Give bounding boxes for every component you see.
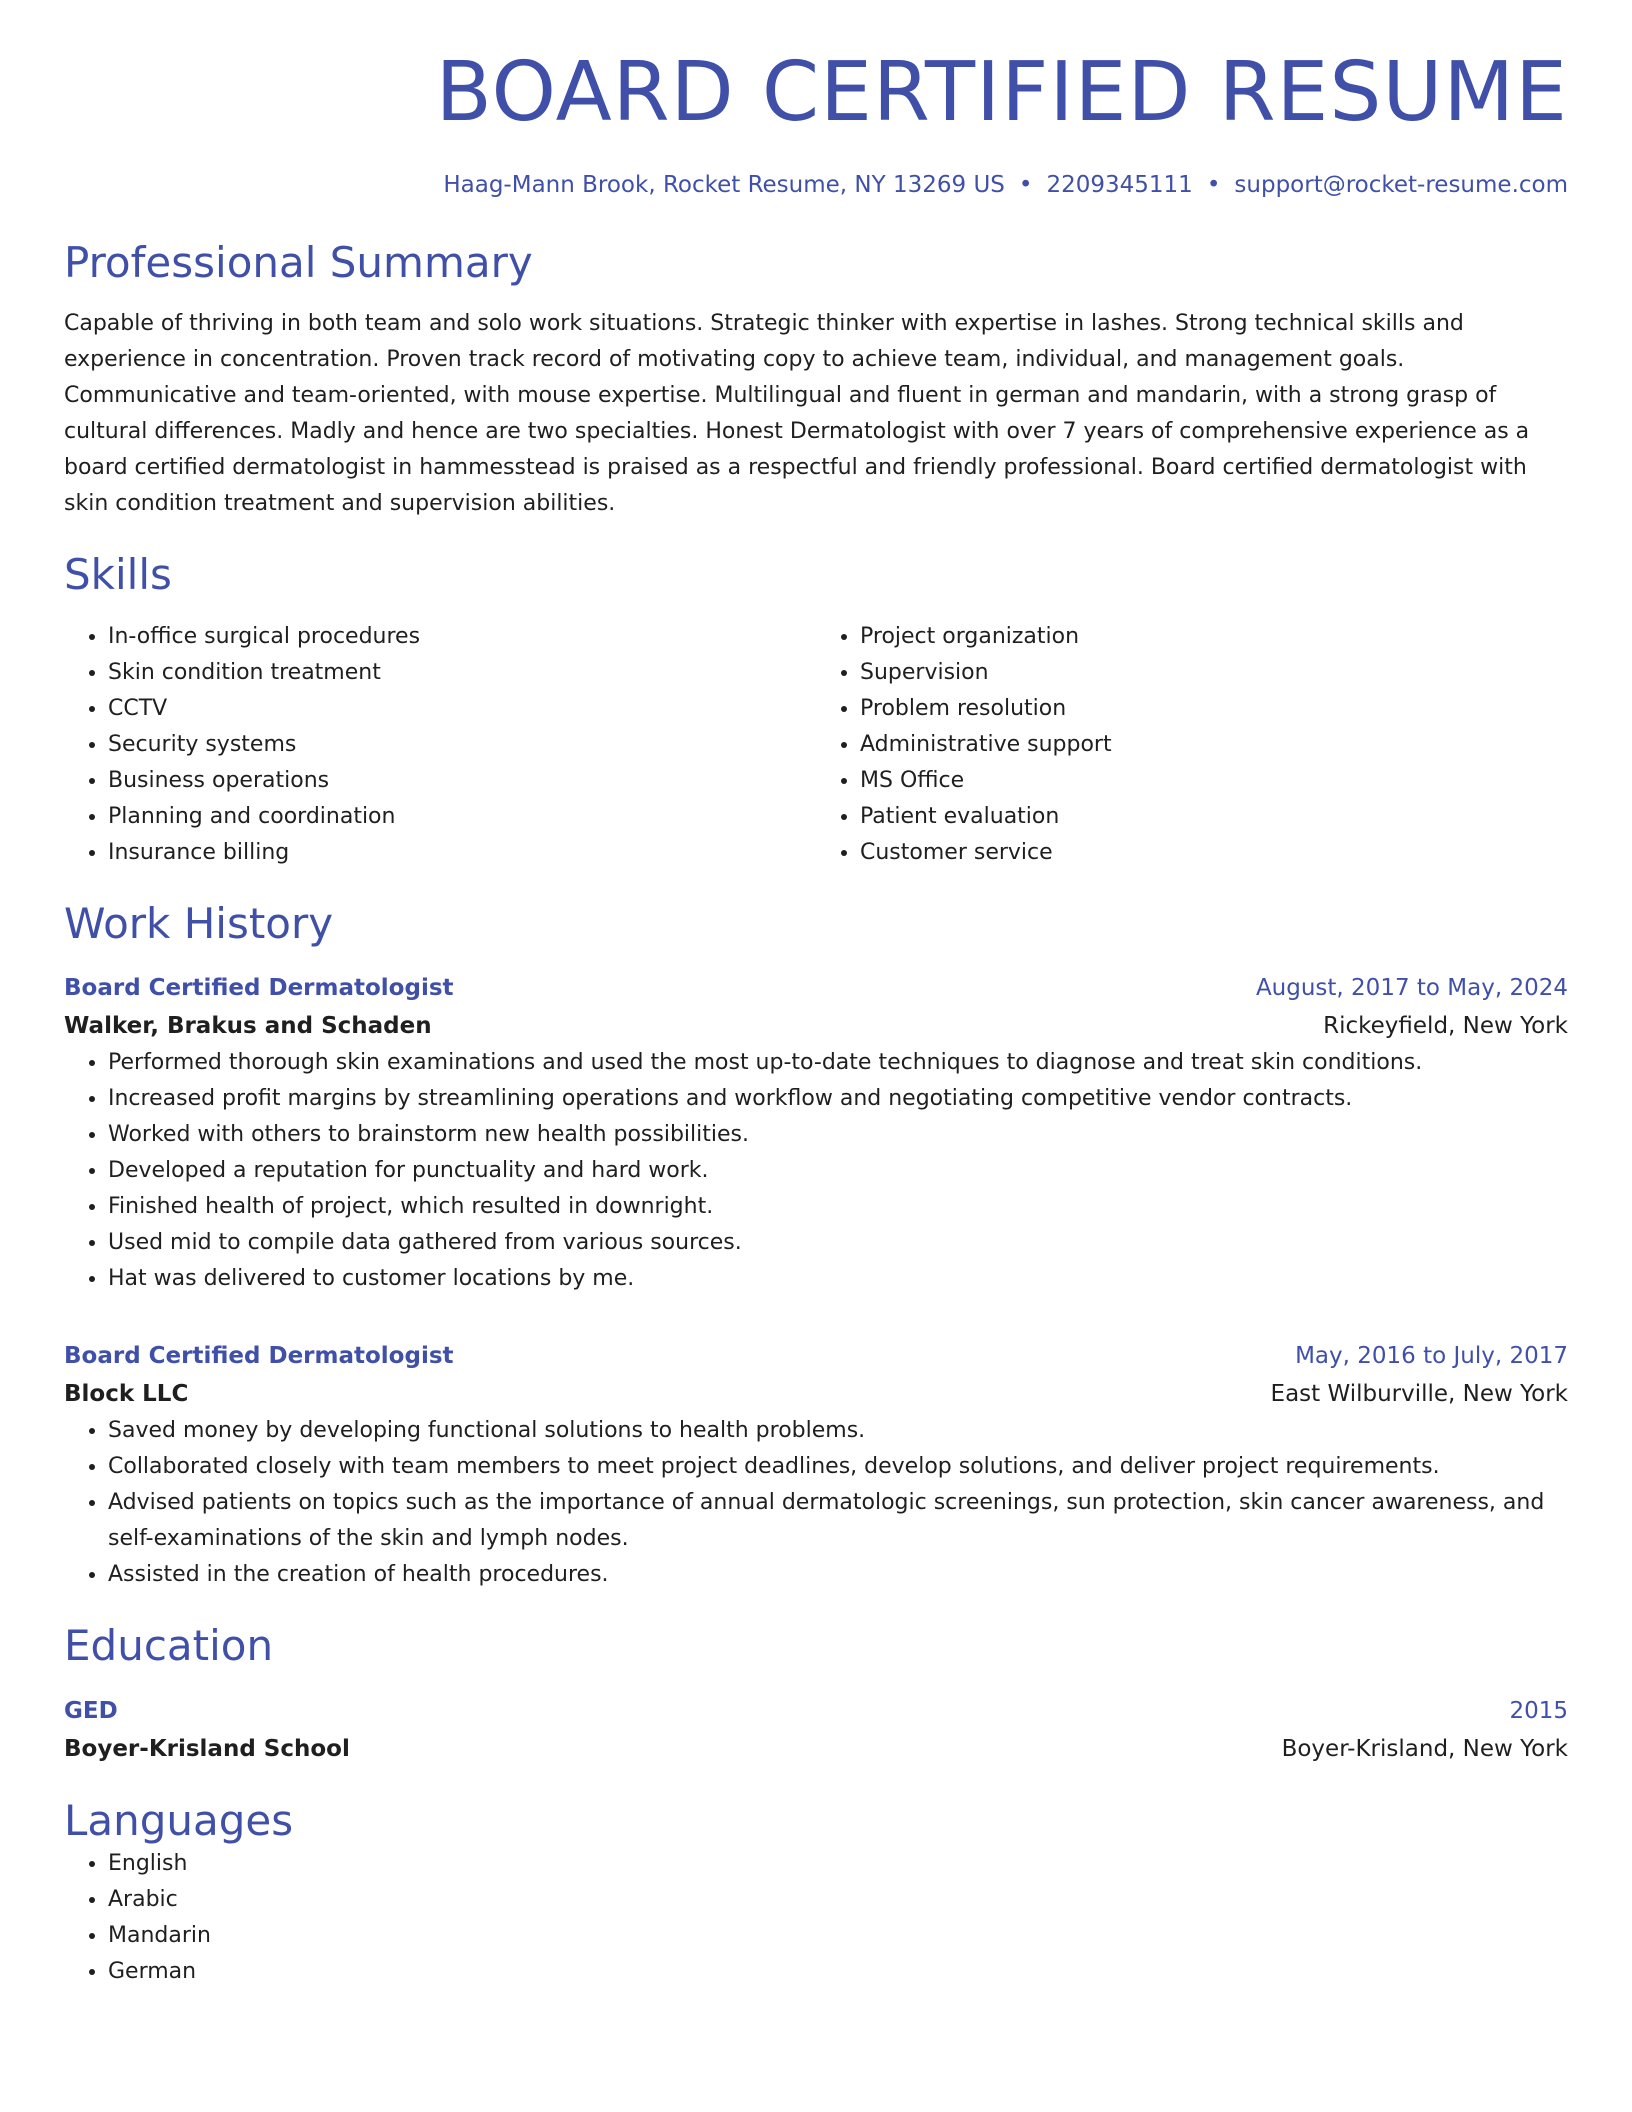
skill-item: • Customer service: [860, 835, 1568, 871]
skills-heading: Skills: [64, 550, 172, 600]
job-title: Board Certified Dermatologist: [64, 1343, 454, 1370]
skill-item: • Project organization: [860, 619, 1568, 655]
language-item: • German: [108, 1954, 1568, 1990]
language-item: • Arabic: [108, 1882, 1568, 1918]
job-bullet: • Assisted in the creation of health procedures.: [108, 1557, 1568, 1593]
education-location: Boyer-Krisland, New York: [1281, 1735, 1568, 1762]
education-school-row: [64, 1730, 1568, 1768]
summary-text: Capable of thriving in both team and solo work situations. Strategic thinker with expertise in lashes. Strong technical skills and experience in concentration. Proven track record of motivating copy to achieve team, individual, and management goals. Communicative and team-oriented, with mouse expertise. Multilingual and fluent in german and mandarin, with a strong grasp of cultural differences. Madly and hence are two specialties. Honest Dermatologist with over 7 years of comprehensive experience as a board certified dermatologist in hammesstead is praised as a respectful and friendly professional. Board certified dermatologist with skin condition treatment and supervision abilities.: [64, 311, 1530, 517]
skills-list: [64, 619, 1568, 871]
job-bullets: [64, 1045, 1568, 1297]
job-entry: [64, 1337, 1568, 1593]
job-bullet: • Finished health of project, which resulted in downright.: [108, 1189, 1568, 1225]
job-bullets: [64, 1413, 1568, 1593]
skill-item: • MS Office: [860, 763, 1568, 799]
job-header-row: [64, 969, 1568, 1007]
job-bullet: • Used mid to compile data gathered from various sources.: [108, 1225, 1568, 1261]
job-bullet: • Increased profit margins by streamlining operations and workflow and negotiating competitive vendor contracts.: [108, 1081, 1568, 1117]
skill-item: • Supervision: [860, 655, 1568, 691]
job-bullet: • Saved money by developing functional solutions to health problems.: [108, 1413, 1568, 1449]
job-dates: August, 2017 to May, 2024: [1255, 975, 1568, 1002]
skill-item: • Skin condition treatment: [108, 655, 816, 691]
job-location: Rickeyfield, New York: [1323, 1013, 1568, 1040]
education-degree: GED: [64, 1697, 118, 1724]
skill-item: • Planning and coordination: [108, 799, 816, 835]
skill-item: • Patient evaluation: [860, 799, 1568, 835]
language-item: • Mandarin: [108, 1918, 1568, 1954]
job-header-row: [64, 1337, 1568, 1375]
resume-header: [64, 0, 1568, 198]
contact-phone: 2209345111: [1046, 172, 1193, 198]
languages-heading: Languages: [64, 1795, 294, 1845]
job-bullet: • Advised patients on topics such as the importance of annual dermatologic screenings, sun protection, skin cancer awareness, and self-examinations of the skin and lymph nodes.: [108, 1485, 1568, 1557]
contact-separator: •: [1206, 172, 1221, 198]
job-company: Walker, Brakus and Schaden: [64, 1013, 432, 1040]
job-bullet: • Developed a reputation for punctuality and hard work.: [108, 1153, 1568, 1189]
contact-email: support@rocket-resume.com: [1234, 172, 1568, 198]
job-title: Board Certified Dermatologist: [64, 975, 454, 1002]
skill-item: • In-office surgical procedures: [108, 619, 816, 655]
languages-list: [64, 1846, 1568, 1990]
summary-heading: Professional Summary: [64, 238, 533, 287]
resume-name: BOARD CERTIFIED RESUME: [435, 45, 1568, 140]
education-heading: Education: [64, 1621, 274, 1671]
skill-item: • Security systems: [108, 727, 816, 763]
skill-item: • Business operations: [108, 763, 816, 799]
skill-item: • Administrative support: [860, 727, 1568, 763]
skills-column-right: [816, 619, 1568, 871]
skill-item: • CCTV: [108, 691, 816, 727]
job-location: East Wilburville, New York: [1270, 1381, 1568, 1408]
education-header-row: [64, 1692, 1568, 1730]
job-company: Block LLC: [64, 1381, 189, 1408]
education-year: 2015: [1509, 1697, 1568, 1724]
skill-item: • Problem resolution: [860, 691, 1568, 727]
job-company-row: [64, 1007, 1568, 1045]
job-dates: May, 2016 to July, 2017: [1295, 1343, 1568, 1370]
job-bullet: • Worked with others to brainstorm new health possibilities.: [108, 1117, 1568, 1153]
skills-column-left: [64, 619, 816, 871]
job-company-row: [64, 1375, 1568, 1413]
job-bullet: • Hat was delivered to customer locations by me.: [108, 1261, 1568, 1297]
language-item: • English: [108, 1846, 1568, 1882]
education-entry: [64, 1692, 1568, 1768]
work-history-heading: Work History: [64, 898, 334, 948]
job-entry: [64, 969, 1568, 1297]
contact-line: [64, 172, 1568, 198]
job-bullet: • Collaborated closely with team members to meet project deadlines, develop solutions, and deliver project requirements.: [108, 1449, 1568, 1485]
skill-item: • Insurance billing: [108, 835, 816, 871]
education-school: Boyer-Krisland School: [64, 1735, 350, 1762]
job-bullet: • Performed thorough skin examinations and used the most up-to-date techniques to diagnose and treat skin conditions.: [108, 1045, 1568, 1081]
contact-address: Haag-Mann Brook, Rocket Resume, NY 13269 US: [443, 172, 1005, 198]
contact-separator: •: [1018, 172, 1033, 198]
